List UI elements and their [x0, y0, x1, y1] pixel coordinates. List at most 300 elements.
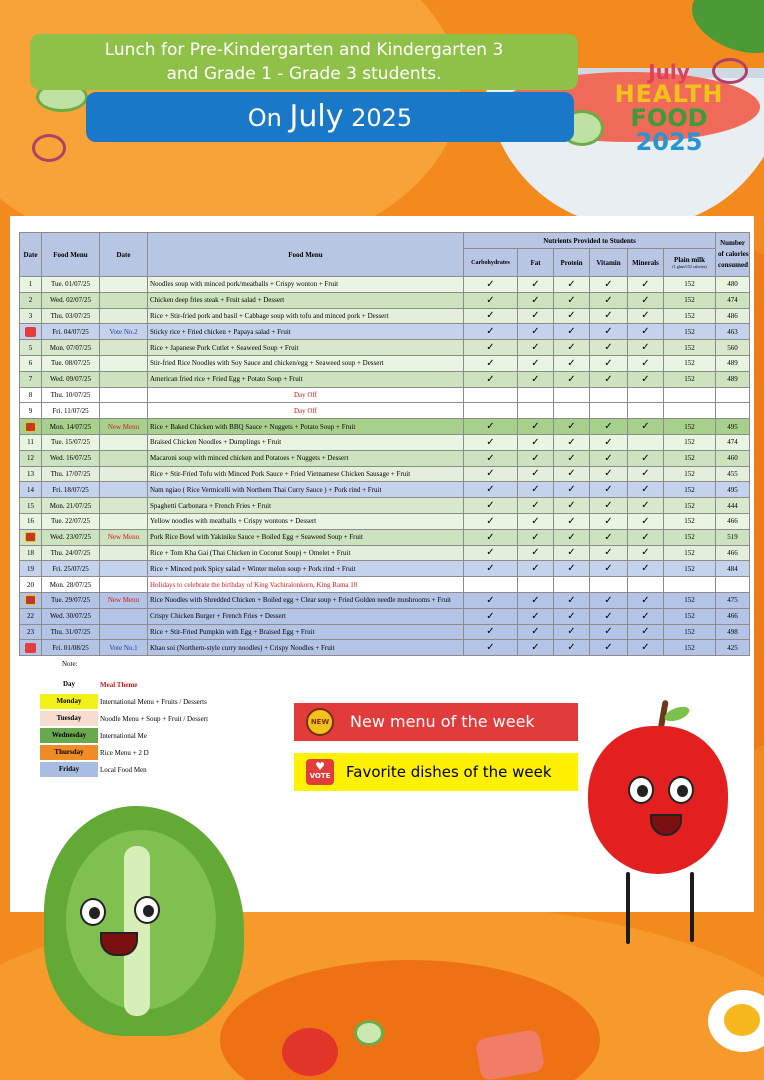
check-carbs: ✓	[464, 498, 518, 514]
row-number: 16	[20, 513, 42, 529]
row-number: 13	[20, 466, 42, 482]
check-carbs: ✓	[464, 466, 518, 482]
check-vitamin: ✓	[590, 466, 628, 482]
row-calories: 495	[716, 482, 750, 498]
check-fat: ✓	[518, 608, 554, 624]
check-minerals	[628, 403, 664, 419]
row-calories	[716, 577, 750, 593]
row-tag	[100, 434, 148, 450]
check-fat: ✓	[518, 277, 554, 293]
table-row	[20, 419, 750, 435]
row-milk	[664, 577, 716, 593]
check-carbs: ✓	[464, 277, 518, 293]
table-row	[20, 340, 750, 356]
check-fat: ✓	[518, 434, 554, 450]
logo-food: FOOD	[630, 104, 708, 132]
legend-theme: Rice Menu + 2 D	[100, 748, 149, 757]
check-vitamin: ✓	[590, 277, 628, 293]
check-carbs: ✓	[464, 561, 518, 577]
note-label: Note:	[62, 660, 78, 668]
row-number	[20, 419, 42, 435]
check-vitamin: ✓	[590, 545, 628, 561]
check-carbs: ✓	[464, 292, 518, 308]
check-fat: ✓	[518, 340, 554, 356]
row-milk: 152	[664, 561, 716, 577]
check-minerals: ✓	[628, 292, 664, 308]
row-number: 23	[20, 624, 42, 640]
check-minerals: ✓	[628, 561, 664, 577]
check-fat: ✓	[518, 529, 554, 545]
row-date: Thu. 10/07/25	[42, 387, 100, 403]
row-tag	[100, 577, 148, 593]
header-food-menu-2: Food Menu	[148, 233, 464, 277]
row-menu: Rice Noodles with Shredded Chicken + Boiled egg + Clear soup + Fried Golden needle mushrooms + Fruit	[148, 592, 464, 608]
row-tag	[100, 292, 148, 308]
page-title-banner	[30, 34, 578, 90]
check-fat: ✓	[518, 371, 554, 387]
row-calories: 466	[716, 545, 750, 561]
row-menu: Holidays to celebrate the birthday of King Vachiralonkorn, King Rama 10	[148, 577, 464, 593]
check-protein: ✓	[554, 324, 590, 340]
check-vitamin: ✓	[590, 419, 628, 435]
row-tag	[100, 387, 148, 403]
check-minerals: ✓	[628, 450, 664, 466]
check-minerals: ✓	[628, 371, 664, 387]
apple-leg-right	[690, 872, 694, 942]
header-date: Date	[20, 233, 42, 277]
check-protein: ✓	[554, 466, 590, 482]
row-tag	[100, 513, 148, 529]
row-number: 14	[20, 482, 42, 498]
row-tag	[100, 355, 148, 371]
header-nutrients: Nutrients Provided to Students	[464, 233, 716, 249]
row-tag: New Menu	[100, 529, 148, 545]
row-menu: Pork Rice Bowl with Yakiniku Sauce + Boiled Egg + Seaweed Soup + Fruit	[148, 529, 464, 545]
row-tag	[100, 340, 148, 356]
check-minerals	[628, 387, 664, 403]
check-protein	[554, 387, 590, 403]
row-date: Fri. 01/08/25	[42, 640, 100, 656]
row-tag: New Menu	[100, 419, 148, 435]
row-milk: 152	[664, 450, 716, 466]
check-protein: ✓	[554, 450, 590, 466]
row-menu: Rice + Stir-Fried Pumpkin with Egg + Braised Egg + Fruit	[148, 624, 464, 640]
check-minerals: ✓	[628, 355, 664, 371]
apple-mascot	[588, 726, 728, 874]
row-date: Wed. 30/07/25	[42, 608, 100, 624]
table-row	[20, 545, 750, 561]
row-number	[20, 640, 42, 656]
row-date: Wed. 23/07/25	[42, 529, 100, 545]
check-vitamin: ✓	[590, 308, 628, 324]
row-milk: 152	[664, 545, 716, 561]
check-fat: ✓	[518, 513, 554, 529]
legend-theme: Local Food Men	[100, 765, 147, 774]
apple-leg-left	[626, 872, 630, 944]
row-number: 18	[20, 545, 42, 561]
check-vitamin: ✓	[590, 592, 628, 608]
check-fat: ✓	[518, 545, 554, 561]
check-fat	[518, 403, 554, 419]
legend-item	[40, 710, 210, 727]
table-row	[20, 308, 750, 324]
row-number	[20, 592, 42, 608]
check-minerals	[628, 577, 664, 593]
row-milk: 152	[664, 624, 716, 640]
header-calories	[716, 233, 750, 277]
new-icon	[25, 595, 36, 605]
row-calories: 519	[716, 529, 750, 545]
check-vitamin: ✓	[590, 482, 628, 498]
row-calories: 444	[716, 498, 750, 514]
check-vitamin: ✓	[590, 434, 628, 450]
logo-year: 2025	[635, 128, 703, 156]
row-milk: 152	[664, 640, 716, 656]
check-vitamin: ✓	[590, 608, 628, 624]
check-vitamin: ✓	[590, 371, 628, 387]
check-carbs: ✓	[464, 608, 518, 624]
row-date: Fri. 11/07/25	[42, 403, 100, 419]
row-menu: Yellow noodles with meatballs + Crispy wontons + Dessert	[148, 513, 464, 529]
check-vitamin: ✓	[590, 561, 628, 577]
row-tag: Vote No.1	[100, 640, 148, 656]
check-minerals: ✓	[628, 340, 664, 356]
vote-icon	[25, 643, 36, 653]
row-calories: 484	[716, 561, 750, 577]
row-milk: 152	[664, 371, 716, 387]
row-date: Fri. 18/07/25	[42, 482, 100, 498]
row-milk: 152	[664, 292, 716, 308]
check-vitamin: ✓	[590, 498, 628, 514]
new-menu-badge	[294, 703, 578, 741]
header-date-2: Date	[100, 233, 148, 277]
row-number: 19	[20, 561, 42, 577]
row-menu: Stir-fried Rice Noodles with Soy Sauce and chicken/egg + Seaweed soup + Dessert	[148, 355, 464, 371]
check-minerals: ✓	[628, 419, 664, 435]
legend-day: Tuesday	[40, 711, 98, 726]
check-protein: ✓	[554, 624, 590, 640]
lettuce-leaf-decoration	[683, 0, 764, 65]
check-carbs: ✓	[464, 529, 518, 545]
logo-health: HEALTH	[614, 80, 724, 108]
check-carbs: ✓	[464, 640, 518, 656]
check-minerals: ✓	[628, 324, 664, 340]
check-carbs: ✓	[464, 434, 518, 450]
check-protein: ✓	[554, 561, 590, 577]
row-menu: Chicken deep fries steak + Fruit salad + Dessert	[148, 292, 464, 308]
vote-icon	[25, 327, 36, 337]
table-row	[20, 403, 750, 419]
row-date: Thu. 17/07/25	[42, 466, 100, 482]
row-date: Thu. 03/07/25	[42, 308, 100, 324]
check-protein: ✓	[554, 371, 590, 387]
check-protein: ✓	[554, 482, 590, 498]
row-number: 9	[20, 403, 42, 419]
row-tag	[100, 403, 148, 419]
check-vitamin: ✓	[590, 355, 628, 371]
check-carbs: ✓	[464, 419, 518, 435]
table-row	[20, 387, 750, 403]
check-carbs: ✓	[464, 450, 518, 466]
check-carbs: ✓	[464, 324, 518, 340]
row-date: Mon. 14/07/25	[42, 419, 100, 435]
row-milk: 152	[664, 419, 716, 435]
row-number: 6	[20, 355, 42, 371]
header-calories-line2: of calories	[718, 250, 749, 258]
favorite-dishes-label: Favorite dishes of the week	[346, 763, 552, 781]
check-fat: ✓	[518, 308, 554, 324]
row-milk: 152	[664, 466, 716, 482]
row-date: Thu. 24/07/25	[42, 545, 100, 561]
check-protein: ✓	[554, 640, 590, 656]
row-tag	[100, 308, 148, 324]
row-tag	[100, 561, 148, 577]
row-number: 8	[20, 387, 42, 403]
row-menu: Rice + Stir-fried pork and basil + Cabbage soup with tofu and minced pork + Dessert	[148, 308, 464, 324]
title-line-2: and Grade 1 - Grade 3 students.	[166, 64, 442, 84]
legend-rows	[40, 693, 210, 778]
vote-icon: ♥ VOTE	[306, 759, 334, 785]
row-menu: Braised Chicken Noodles + Dumplings + Fruit	[148, 434, 464, 450]
table-row	[20, 355, 750, 371]
check-vitamin: ✓	[590, 640, 628, 656]
lettuce-stem	[124, 846, 150, 1016]
table-row	[20, 577, 750, 593]
table-row	[20, 324, 750, 340]
legend-item	[40, 727, 210, 744]
check-protein: ✓	[554, 277, 590, 293]
favorite-dishes-badge	[294, 753, 578, 791]
check-fat: ✓	[518, 450, 554, 466]
onion-ring-decoration	[32, 134, 66, 162]
check-carbs: ✓	[464, 592, 518, 608]
legend-item	[40, 744, 210, 761]
row-calories: 425	[716, 640, 750, 656]
legend-item	[40, 761, 210, 778]
check-carbs: ✓	[464, 308, 518, 324]
row-number: 11	[20, 434, 42, 450]
row-calories: 466	[716, 608, 750, 624]
check-protein: ✓	[554, 529, 590, 545]
row-tag	[100, 545, 148, 561]
table-row	[20, 513, 750, 529]
row-number: 20	[20, 577, 42, 593]
row-tag	[100, 450, 148, 466]
header-calories-line3: consumed	[718, 261, 748, 269]
row-calories	[716, 387, 750, 403]
check-vitamin: ✓	[590, 624, 628, 640]
meal-theme-legend	[40, 676, 210, 778]
row-menu: Rice + Baked Chicken with BBQ Sauce + Nuggets + Potato Soup + Fruit	[148, 419, 464, 435]
row-tag	[100, 608, 148, 624]
table-row	[20, 292, 750, 308]
check-vitamin	[590, 387, 628, 403]
row-tag: New Menu	[100, 592, 148, 608]
row-calories	[716, 403, 750, 419]
month-label: July	[289, 99, 344, 134]
row-menu: Khao soi (Northern-style curry noodles) + Crispy Noodles + Fruit	[148, 640, 464, 656]
table-row	[20, 482, 750, 498]
row-number: 1	[20, 277, 42, 293]
month-banner	[86, 92, 574, 142]
check-fat: ✓	[518, 561, 554, 577]
lettuce-eye-right	[134, 896, 160, 924]
row-calories: 486	[716, 308, 750, 324]
row-date: Fri. 04/07/25	[42, 324, 100, 340]
new-menu-label: New menu of the week	[350, 712, 535, 731]
row-milk	[664, 387, 716, 403]
row-number: 22	[20, 608, 42, 624]
lunch-menu-table	[19, 232, 750, 656]
check-fat: ✓	[518, 355, 554, 371]
check-carbs: ✓	[464, 340, 518, 356]
table-row	[20, 371, 750, 387]
check-minerals: ✓	[628, 640, 664, 656]
row-number: 7	[20, 371, 42, 387]
legend-theme: International Menu + Fruits / Desserts	[100, 697, 207, 706]
check-fat: ✓	[518, 592, 554, 608]
check-vitamin: ✓	[590, 324, 628, 340]
row-number	[20, 324, 42, 340]
row-calories: 455	[716, 466, 750, 482]
table-row	[20, 277, 750, 293]
check-vitamin: ✓	[590, 292, 628, 308]
row-date: Thu. 31/07/25	[42, 624, 100, 640]
year-label: 2025	[351, 104, 413, 132]
row-milk: 152	[664, 324, 716, 340]
check-protein: ✓	[554, 434, 590, 450]
row-menu: Day Off	[148, 387, 464, 403]
check-fat: ✓	[518, 624, 554, 640]
row-calories: 475	[716, 592, 750, 608]
header-minerals: Minerals	[628, 249, 664, 277]
row-menu: Spaghetti Carbonara + French Fries + Fruit	[148, 498, 464, 514]
row-menu: Rice + Minced pork Spicy salad + Winter melon soup + Pork rind + Fruit	[148, 561, 464, 577]
check-vitamin: ✓	[590, 340, 628, 356]
check-protein: ✓	[554, 545, 590, 561]
new-icon	[25, 532, 36, 542]
check-minerals	[628, 434, 664, 450]
row-menu: Rice + Stir-Fried Tofu with Minced Pork Sauce + Fried Vietnamese Chicken Sausage + Fruit	[148, 466, 464, 482]
header-milk-label: Plain milk	[674, 256, 705, 264]
check-protein	[554, 577, 590, 593]
row-calories: 480	[716, 277, 750, 293]
row-milk: 152	[664, 308, 716, 324]
check-fat	[518, 577, 554, 593]
july-health-food-logo	[604, 62, 734, 154]
check-minerals: ✓	[628, 513, 664, 529]
header-vitamin: Vitamin	[590, 249, 628, 277]
row-milk: 152	[664, 277, 716, 293]
row-date: Tue. 22/07/25	[42, 513, 100, 529]
row-date: Tue. 29/07/25	[42, 592, 100, 608]
check-protein: ✓	[554, 592, 590, 608]
check-minerals: ✓	[628, 608, 664, 624]
table-row	[20, 592, 750, 608]
row-calories: 495	[716, 419, 750, 435]
row-milk: 152	[664, 355, 716, 371]
row-date: Wed. 09/07/25	[42, 371, 100, 387]
row-number	[20, 529, 42, 545]
table-row	[20, 640, 750, 656]
check-fat: ✓	[518, 482, 554, 498]
table-row	[20, 434, 750, 450]
check-fat	[518, 387, 554, 403]
header-plain-milk	[664, 249, 716, 277]
title-line-1: Lunch for Pre-Kindergarten and Kindergarten 3	[104, 40, 504, 60]
check-protein: ✓	[554, 608, 590, 624]
header-food-menu: Food Menu	[42, 233, 100, 277]
row-number: 15	[20, 498, 42, 514]
cucumber-slice-decoration	[354, 1020, 384, 1046]
check-minerals: ✓	[628, 308, 664, 324]
header-carbohydrates: Carbohydrates	[464, 249, 518, 277]
legend-theme: Noodle Menu + Soup + Fruit / Dessert	[100, 714, 209, 723]
row-milk: 152	[664, 592, 716, 608]
table-row	[20, 608, 750, 624]
row-tag	[100, 624, 148, 640]
check-carbs: ✓	[464, 371, 518, 387]
apple-eye-left	[628, 776, 654, 804]
new-icon: NEW	[306, 708, 334, 736]
check-protein: ✓	[554, 498, 590, 514]
row-menu: Rice + Tom Kha Gai (Thai Chicken in Coconut Soup) + Omelet + Fruit	[148, 545, 464, 561]
header-fat: Fat	[518, 249, 554, 277]
row-calories: 474	[716, 292, 750, 308]
row-milk: 152	[664, 340, 716, 356]
row-date: Mon. 07/07/25	[42, 340, 100, 356]
header-milk-note: (1 glass/152 calories)	[672, 264, 707, 269]
check-protein: ✓	[554, 308, 590, 324]
row-tag: Vote No.2	[100, 324, 148, 340]
check-vitamin: ✓	[590, 529, 628, 545]
row-date: Mon. 21/07/25	[42, 498, 100, 514]
check-protein: ✓	[554, 513, 590, 529]
check-vitamin: ✓	[590, 450, 628, 466]
table-row	[20, 624, 750, 640]
table-row	[20, 498, 750, 514]
table-row	[20, 466, 750, 482]
tomato-slice-decoration	[282, 1028, 338, 1076]
row-calories: 474	[716, 434, 750, 450]
row-date: Fri. 25/07/25	[42, 561, 100, 577]
row-calories: 489	[716, 355, 750, 371]
row-menu: American fried rice + Fried Egg + Potato Soup + Fruit	[148, 371, 464, 387]
check-fat: ✓	[518, 292, 554, 308]
check-vitamin	[590, 403, 628, 419]
row-milk: 152	[664, 482, 716, 498]
row-milk: 152	[664, 513, 716, 529]
row-menu: Sticky rice + Fried chicken + Papaya salad + Fruit	[148, 324, 464, 340]
table-row	[20, 450, 750, 466]
row-milk: 152	[664, 434, 716, 450]
check-carbs	[464, 403, 518, 419]
check-carbs	[464, 387, 518, 403]
legend-theme-header: Meal Theme	[100, 680, 138, 689]
row-tag	[100, 466, 148, 482]
check-protein: ✓	[554, 340, 590, 356]
check-protein: ✓	[554, 292, 590, 308]
row-tag	[100, 371, 148, 387]
row-menu: Rice + Japanese Pork Cutlet + Seaweed Soup + Fruit	[148, 340, 464, 356]
check-vitamin: ✓	[590, 513, 628, 529]
check-minerals: ✓	[628, 482, 664, 498]
row-menu: Noodles soup with minced pork/meatballs + Crispy wonton + Fruit	[148, 277, 464, 293]
check-minerals: ✓	[628, 529, 664, 545]
logo-month: July	[648, 60, 690, 84]
check-minerals: ✓	[628, 545, 664, 561]
check-minerals: ✓	[628, 466, 664, 482]
